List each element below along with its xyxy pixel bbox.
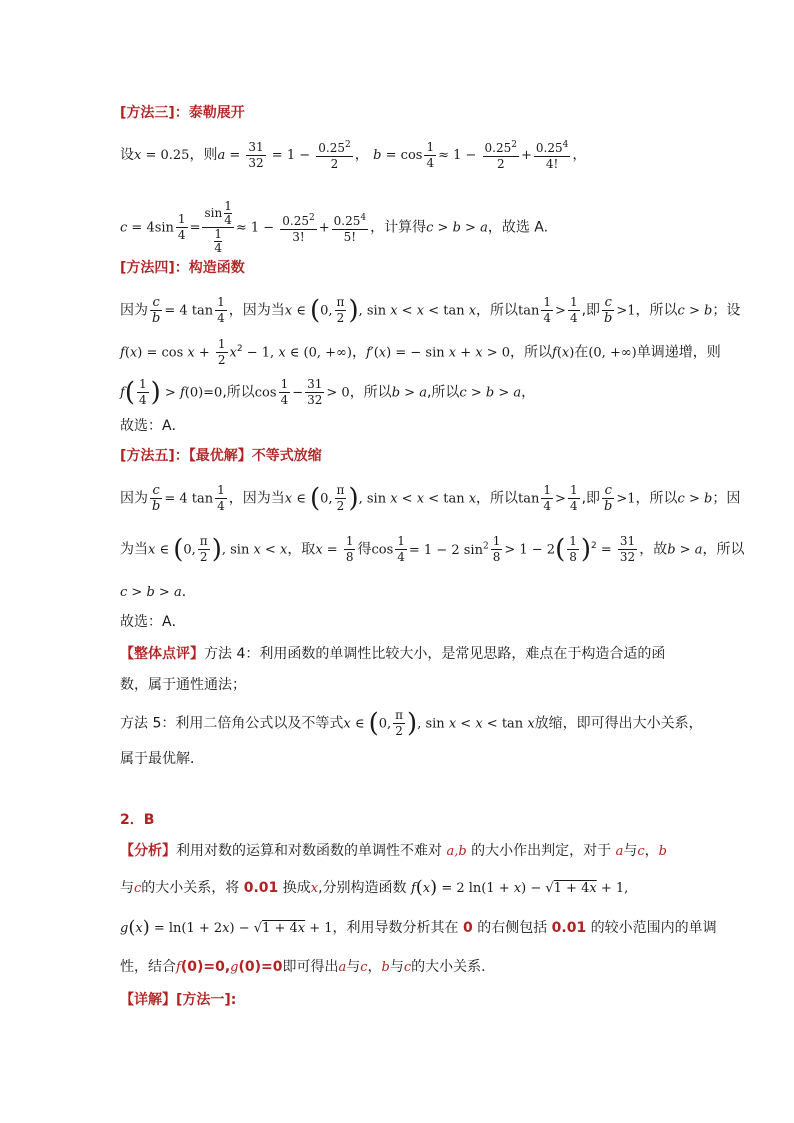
method3-line2: c = 4sin $\frac{1}{4}$ = sin $\frac{1}{4}$ $\frac{1}{4}$ ≈ 1 − $\frac{0.25^2}{3!}$ + $\frac{0.25^4}{5!}$ ，计算得c > b > a，故选 A.	[120, 199, 549, 255]
q2-number: 2．B	[120, 812, 155, 828]
method3-line1: 设x = 0.25，则a = $\frac{31}{32}$ = 1 − $\frac{0.25^2}{2}$ ， b = cos $\frac{1}{4}$ ≈ 1 − $\frac{0.25^2}{2}$ + $\frac{0.25^4}{4!}$ ，	[120, 139, 587, 171]
method5-line1: 因为 $\frac{c}{b}$ = 4 tan $\frac{1}{4}$ ，因为当x ∈ (0, $\frac{\pi}{2}$ ), sin x < x < tan x，所以tan $\frac{1}{4}$ > $\frac{1}{4}$ ,即 $\frac{c}{b}$ >1，所以c > b；因	[120, 483, 741, 514]
method5-line3: c > b > a．	[120, 584, 196, 600]
q2-analysis-line3: $g(x) = \ln(1 + 2x) - √1 + 4\overline{x} + 1$，利用导数分析其在 0 的右侧包括 0.01 的较小范围内的单调	[120, 917, 717, 938]
method4-heading: [方法四]：构造函数	[120, 260, 245, 276]
q2-analysis-line1: 【分析】利用对数的运算和对数函数的单调性不难对 a,b 的大小作出判定，对于 a与c，b	[120, 843, 667, 859]
method5-line2: 为当x ∈ (0, $\frac{\pi}{2}$ ), sin x < x，取x = $\frac{1}{8}$ 得cos $\frac{1}{4}$ = 1 − 2 $\sin^2$ $\frac{1}{8}$ > 1 − 2( $\frac{1}{8}$ )$^2$ = $\frac{31}{32}$ ，故b > a，所以	[120, 534, 745, 565]
q2-analysis-line2: 与c的大小关系，将 0.01 换成x,分别构造函数 f(x) = 2 $\ln(1 + x) - √1 + 4\overline{x} + 1$,	[120, 877, 629, 898]
analysis-tag: 【分析】	[120, 843, 176, 859]
comment-line3: 方法 5：利用二倍角公式以及不等式x ∈ (0, $\frac{\pi}{2}$ ), sin x < x < tan x放缩，即可得出大小关系，	[120, 708, 703, 739]
detail-tag: 【详解】	[120, 992, 176, 1008]
method4-line1: 因为 $\frac{c}{b}$ = 4 tan $\frac{1}{4}$ ，因为当x ∈ (0, $\frac{\pi}{2}$ ), sin x < x < tan x，所以tan $\frac{1}{4}$ > $\frac{1}{4}$ ,即 $\frac{c}{b}$ >1，所以c > b；设	[120, 295, 741, 326]
method4-line3: f( $\frac{1}{4}$ ) > f(0)=0,所以cos $\frac{1}{4}$ − $\frac{31}{32}$ > 0，所以b > a,所以c > b > a，	[120, 377, 536, 408]
method4-answer: 故选：A．	[120, 418, 186, 434]
comment-tag: 【整体点评】	[120, 646, 204, 662]
comment-line4: 属于最优解．	[120, 751, 204, 767]
comment-line1: 【整体点评】方法 4：利用函数的单调性比较大小，是常见思路，难点在于构造合适的函	[120, 646, 666, 662]
method4-line2: f(x) = cos x + $\frac{1}{2}$ $x^2 - 1$, x ∈ (0, +∞)，f′(x) = − sin x + x > 0，所以f(x)在(0, +∞)单调递增，则	[120, 337, 721, 367]
q2-analysis-line4: 性，结合f(0)=0,g(0)=0即可得出a与c，b与c的大小关系.	[120, 959, 486, 975]
method3-heading: [方法三]：泰勒展开	[120, 105, 245, 121]
method5-answer: 故选：A．	[120, 614, 186, 630]
comment-line2: 数，属于通性通法；	[120, 677, 246, 693]
q2-detail-heading: 【详解】[方法一]:	[120, 992, 237, 1008]
method5-heading: [方法五]：【最优解】不等式放缩	[120, 448, 322, 464]
